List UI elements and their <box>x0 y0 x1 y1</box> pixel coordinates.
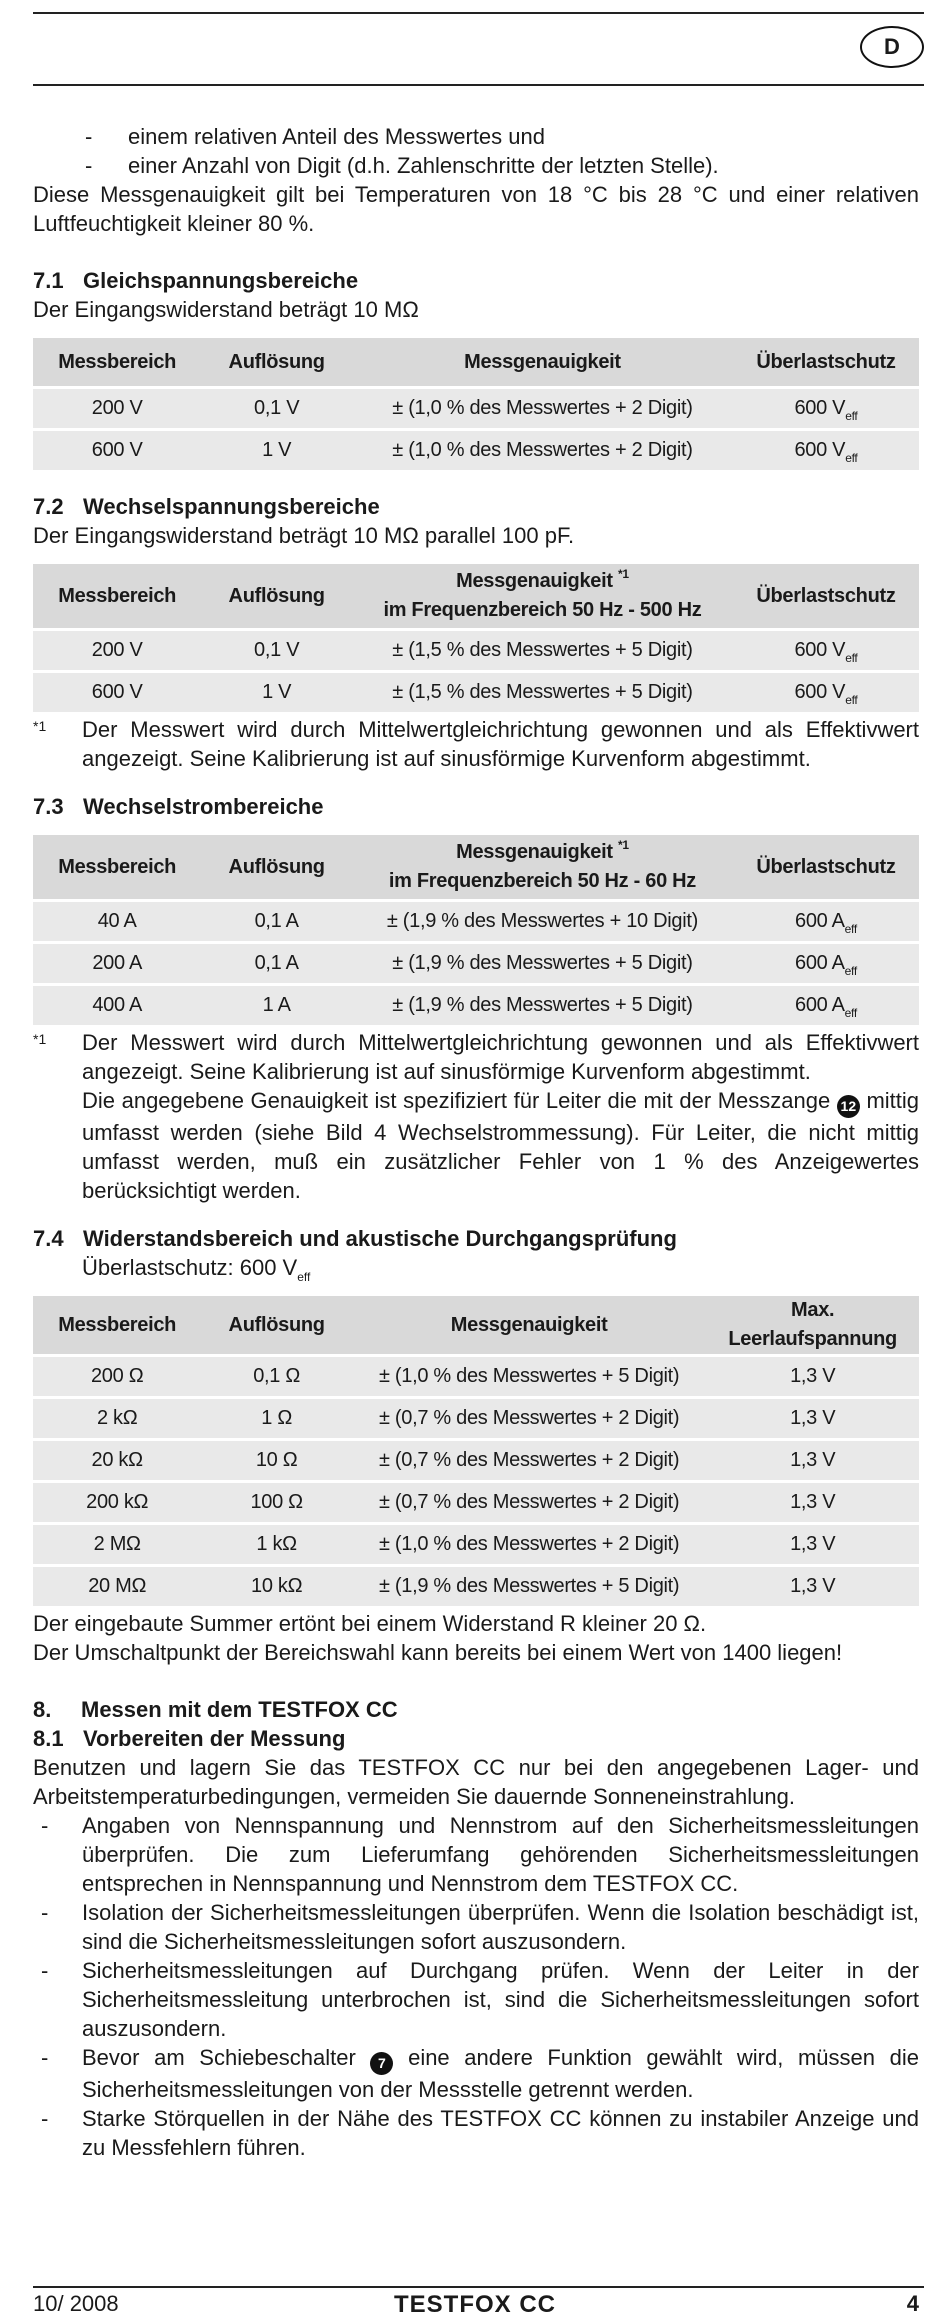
table-cell: 600 $A_{eff}$ <box>733 902 919 941</box>
language-badge: D <box>860 26 924 68</box>
table-cell: 10 kΩ <box>201 1567 352 1606</box>
table-cell: 1,3 V <box>706 1525 919 1564</box>
table-cell: 1,3 V <box>706 1357 919 1396</box>
table-cell: 200 Ω <box>33 1357 201 1396</box>
column-header: Überlastschutz <box>733 564 919 628</box>
table-cell: ± (1,5 % des Messwertes + 5 Digit) <box>352 631 733 670</box>
column-header: Auflösung <box>201 338 352 386</box>
column-header: Messgenauigkeit <box>352 1296 706 1354</box>
clamp-jaw-number-icon: 12 <box>837 1095 860 1118</box>
section-title: Messen mit dem TESTFOX CC <box>81 1697 398 1722</box>
table-cell: 100 Ω <box>201 1483 352 1522</box>
footer-brand: TESTFOX CC <box>393 2291 556 2318</box>
footnote <box>33 1028 919 1086</box>
table-cell: ± (1,9 % des Messwertes + 5 Digit) <box>352 986 733 1025</box>
storage-text: Benutzen und lagern Sie das TESTFOX CC nur bei den angegebenen Lager- und Arbeitstemperaturbedingungen, vermeiden Sie dauernde Sonneneinstrahlung. <box>33 1755 919 1809</box>
section-7-3-heading <box>33 792 919 821</box>
range-switch-text: Der Umschaltpunkt der Bereichswahl kann bereits bei einem Wert von 1400 liegen! <box>33 1640 843 1665</box>
buzzer-text: Der eingebaute Summer ertönt bei einem Widerstand R kleiner 20 Ω. <box>33 1611 707 1636</box>
table-cell: 2 kΩ <box>33 1399 201 1438</box>
table-row <box>33 902 919 941</box>
table-cell: 1 V <box>201 673 352 712</box>
page-content <box>33 122 919 2162</box>
table-cell: 400 A <box>33 986 201 1025</box>
accuracy-note: Die angegebene Genauigkeit ist spezifiziert für Leiter die mit der Messzange 12 mittig umfasst werden (siehe Bild 4 Wechselstrommessung). Für Leiter, die nicht mittig umfasst werden, muß ein zusätzlicher Fehler von 1 % des Anzeigewertes berücksichtigt werden. <box>82 1088 919 1203</box>
footer-date: 10/ 2008 <box>33 2291 119 2316</box>
table-cell: 200 V <box>33 389 201 428</box>
header-rule <box>33 84 924 86</box>
section-7-1-heading <box>33 266 919 295</box>
top-rule <box>33 12 924 14</box>
table-cell: 1,3 V <box>706 1567 919 1606</box>
table-cell: 1,3 V <box>706 1399 919 1438</box>
table-row <box>33 673 919 712</box>
table-cell: ± (1,5 % des Messwertes + 5 Digit) <box>352 673 733 712</box>
table-cell: 20 MΩ <box>33 1567 201 1606</box>
list-item: - Isolation der Sicherheitsmessleitungen überprüfen. Wenn die Isolation beschädigt ist, sind die Sicherheitsmessleitungen sofort auszusondern. <box>33 1898 919 1956</box>
list-item: - Bevor am Schiebeschalter 7 eine andere Funktion gewählt wird, müssen die Sicherheitsmessleitungen von der Messstelle getrennt werden. <box>33 2043 919 2104</box>
section-title: Gleichspannungsbereiche <box>83 268 359 293</box>
section-number: 7.4 <box>33 1226 64 1251</box>
section-8-heading <box>33 1695 919 1724</box>
footnote-text: Der Messwert wird durch Mittelwertgleichrichtung gewonnen und als Effektivwert angezeigt. Seine Kalibrierung ist auf sinusförmige Kurvenform abgestimmt. <box>82 1030 919 1084</box>
table-cell: ± (1,9 % des Messwertes + 5 Digit) <box>352 944 733 983</box>
table-cell: ± (1,9 % des Messwertes + 10 Digit) <box>352 902 733 941</box>
table-row <box>33 1399 919 1438</box>
footnote-mark: *1 <box>33 1031 47 1047</box>
ac-voltage-table <box>33 561 919 715</box>
table-row <box>33 389 919 428</box>
table-cell: 600 $V_{eff}$ <box>733 631 919 670</box>
table-cell: ± (1,0 % des Messwertes + 2 Digit) <box>352 431 733 470</box>
table-cell: 0,1 V <box>201 389 352 428</box>
table-cell: 600 $V_{eff}$ <box>733 673 919 712</box>
section-title: Wechselspannungsbereiche <box>83 494 380 519</box>
list-item: - Angaben von Nennspannung und Nennstrom auf den Sicherheitsmessleitungen überprüfen. Die zum Lieferumfang gehörenden Sicherheitsmessleitungen entsprechen in Nennspannung und Nennstrom dem TESTFOX CC. <box>33 1811 919 1898</box>
table-cell: 1 kΩ <box>201 1525 352 1564</box>
table-cell: 200 V <box>33 631 201 670</box>
section-7-4-heading <box>33 1224 919 1253</box>
column-header: Messbereich <box>33 1296 201 1354</box>
table-row <box>33 1441 919 1480</box>
input-resistance-text: Der Eingangswiderstand beträgt 10 MΩ <box>33 297 419 322</box>
column-header: Max. Leerlaufspannung <box>706 1296 919 1354</box>
table-row <box>33 1525 919 1564</box>
table-row <box>33 431 919 470</box>
section-8-1-heading <box>33 1724 919 1753</box>
column-header: Überlastschutz <box>733 338 919 386</box>
table-row <box>33 1357 919 1396</box>
section-title: Wechselstrombereiche <box>83 794 324 819</box>
section-number: 8.1 <box>33 1726 64 1751</box>
list-item: - Sicherheitsmessleitungen auf Durchgang prüfen. Wenn der Leiter in der Sicherheitsmessleitung unterbrochen ist, sind die Sicherheitsmessleitungen sofort auszusondern. <box>33 1956 919 2043</box>
column-header: Überlastschutz <box>733 835 919 899</box>
table-cell: 10 Ω <box>201 1441 352 1480</box>
dc-voltage-table <box>33 335 919 473</box>
intro-list <box>33 122 919 180</box>
table-cell: 1 A <box>201 986 352 1025</box>
table-cell: 0,1 V <box>201 631 352 670</box>
table-cell: ± (0,7 % des Messwertes + 2 Digit) <box>352 1483 706 1522</box>
section-number: 7.3 <box>33 794 64 819</box>
accuracy-conditions-text: Diese Messgenauigkeit gilt bei Temperaturen von 18 °C bis 28 °C und einer relativen Luftfeuchtigkeit kleiner 80 %. <box>33 182 919 236</box>
column-header: Messbereich <box>33 564 201 628</box>
table-cell: 200 A <box>33 944 201 983</box>
footer-rule <box>33 2286 924 2288</box>
list-item: - Starke Störquellen in der Nähe des TESTFOX CC können zu instabiler Anzeige und zu Messfehlern führen. <box>33 2104 919 2162</box>
table-row <box>33 1567 919 1606</box>
footnote-text: Der Messwert wird durch Mittelwertgleichrichtung gewonnen und als Effektivwert angezeigt. Seine Kalibrierung ist auf sinusförmige Kurvenform abgestimmt. <box>82 717 919 771</box>
table-row <box>33 631 919 670</box>
slide-switch-number-icon: 7 <box>370 2052 393 2075</box>
table-cell: 600 V <box>33 673 201 712</box>
column-header: Auflösung <box>201 835 352 899</box>
table-cell: 600 V <box>33 431 201 470</box>
table-cell: 600 $A_{eff}$ <box>733 944 919 983</box>
table-cell: 1 Ω <box>201 1399 352 1438</box>
section-title: Widerstandsbereich und akustische Durchgangsprüfung <box>83 1226 677 1251</box>
ac-current-table <box>33 832 919 1028</box>
column-header: Messgenauigkeit <box>352 338 733 386</box>
list-item: - einem relativen Anteil des Messwertes und <box>33 122 919 151</box>
table-cell: 20 kΩ <box>33 1441 201 1480</box>
table-cell: 0,1 A <box>201 902 352 941</box>
table-cell: 0,1 Ω <box>201 1357 352 1396</box>
column-header: Messgenauigkeit $^{*1}$ im Frequenzbereich 50 Hz - 500 Hz <box>352 564 733 628</box>
table-cell: ± (1,9 % des Messwertes + 5 Digit) <box>352 1567 706 1606</box>
section-number: 7.2 <box>33 494 64 519</box>
table-row <box>33 1483 919 1522</box>
table-cell: ± (1,0 % des Messwertes + 2 Digit) <box>352 389 733 428</box>
overload-protection-text: Überlastschutz: 600 $V_{eff}$ <box>82 1255 311 1284</box>
table-cell: ± (1,0 % des Messwertes + 5 Digit) <box>352 1357 706 1396</box>
table-row <box>33 986 919 1025</box>
column-header: Messbereich <box>33 338 201 386</box>
table-cell: 1 V <box>201 431 352 470</box>
section-number: 7.1 <box>33 268 64 293</box>
table-cell: ± (0,7 % des Messwertes + 2 Digit) <box>352 1399 706 1438</box>
table-cell: 1,3 V <box>706 1483 919 1522</box>
table-cell: 600 $V_{eff}$ <box>733 431 919 470</box>
table-cell: 200 kΩ <box>33 1483 201 1522</box>
section-number: 8. <box>33 1697 52 1722</box>
section-7-2-heading <box>33 492 919 521</box>
column-header: Auflösung <box>201 1296 352 1354</box>
footnote-mark: *1 <box>33 718 47 734</box>
table-cell: 600 $V_{eff}$ <box>733 389 919 428</box>
section-title: Vorbereiten der Messung <box>83 1726 346 1751</box>
list-item: - einer Anzahl von Digit (d.h. Zahlenschritte der letzten Stelle). <box>33 151 919 180</box>
table-cell: 1,3 V <box>706 1441 919 1480</box>
column-header: Messgenauigkeit $^{*1}$ im Frequenzbereich 50 Hz - 60 Hz <box>352 835 733 899</box>
table-cell: ± (1,0 % des Messwertes + 2 Digit) <box>352 1525 706 1564</box>
table-cell: 0,1 A <box>201 944 352 983</box>
column-header: Messbereich <box>33 835 201 899</box>
table-cell: ± (0,7 % des Messwertes + 2 Digit) <box>352 1441 706 1480</box>
table-cell: 600 $A_{eff}$ <box>733 986 919 1025</box>
page-number: 4 <box>906 2291 919 2316</box>
preparation-list <box>33 1811 919 2162</box>
column-header: Auflösung <box>201 564 352 628</box>
footnote <box>33 715 919 773</box>
table-cell: 2 MΩ <box>33 1525 201 1564</box>
table-row <box>33 944 919 983</box>
resistance-table <box>33 1293 919 1609</box>
table-cell: 40 A <box>33 902 201 941</box>
input-resistance-text: Der Eingangswiderstand beträgt 10 MΩ parallel 100 pF. <box>33 523 575 548</box>
